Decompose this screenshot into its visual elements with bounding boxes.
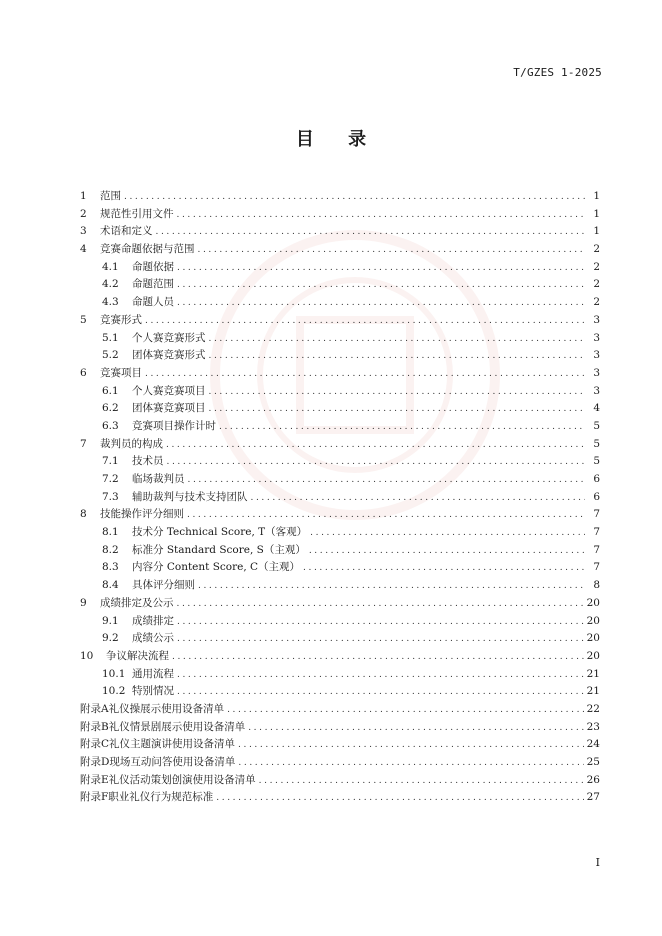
toc-entry-title: 通用流程 — [132, 667, 174, 680]
toc-entry-page: 21 — [586, 685, 600, 698]
toc-entry-title: 竞赛形式 — [100, 313, 142, 326]
toc-entry-title: 争议解决流程 — [106, 649, 169, 662]
toc-entry[interactable] — [80, 559, 600, 577]
toc-entry-title: 成绩排定 — [132, 614, 174, 627]
toc-entry-page: 20 — [586, 596, 600, 609]
toc-entry-title: 礼仪操展示使用设备清单 — [108, 702, 225, 715]
annex-prefix: 附 — [80, 756, 91, 768]
toc-entry-page: 8 — [593, 579, 600, 592]
toc-entry-page: 1 — [593, 225, 600, 238]
toc-entry-page: 3 — [593, 313, 600, 326]
toc-entry-number: 8.2 — [102, 543, 119, 556]
annex-word: 录 — [90, 773, 101, 786]
toc-entry-number: 6.1 — [102, 384, 119, 397]
dot-leader — [227, 705, 584, 715]
annex-prefix: 附 — [80, 738, 91, 751]
toc-entry[interactable] — [80, 365, 600, 383]
toc-entry[interactable] — [80, 683, 600, 701]
toc-annex-entry[interactable] — [80, 736, 600, 754]
annex-prefix: 附 — [80, 773, 91, 786]
toc-entry-number: 6 — [80, 366, 87, 379]
toc-entry[interactable] — [80, 400, 600, 418]
toc-entry[interactable] — [80, 595, 600, 613]
toc-entry-title: 临场裁判员 — [132, 473, 185, 485]
toc-entry[interactable] — [80, 542, 600, 560]
toc-entry-title: 礼仪活动策划创演使用设备清单 — [108, 773, 256, 786]
toc-entry[interactable] — [80, 312, 600, 330]
toc-entry-number: 9.2 — [102, 632, 119, 645]
annex-word: 录 — [90, 702, 101, 715]
annex-letter: E — [101, 773, 109, 786]
toc-entry[interactable] — [80, 206, 600, 224]
toc-entry-page: 27 — [586, 791, 600, 804]
toc-entry-title: 内容分 Content Score, C（主观） — [132, 561, 301, 574]
toc-entry-title: 成绩公示 — [132, 632, 174, 645]
toc-entry-page: 6 — [593, 473, 600, 485]
toc-entry-page: 22 — [586, 702, 600, 715]
annex-letter: C — [101, 738, 110, 751]
dot-leader — [172, 652, 584, 662]
toc-annex-entry[interactable] — [80, 754, 600, 772]
toc-entry[interactable] — [80, 259, 600, 277]
annex-letter: B — [101, 720, 109, 733]
toc-entry-title: 现场互动问答使用设备清单 — [109, 756, 236, 768]
toc-entry-number: 9.1 — [102, 614, 119, 627]
toc-entry[interactable] — [80, 630, 600, 648]
toc-entry-title: 裁判员的构成 — [100, 437, 163, 450]
toc-entry[interactable] — [80, 524, 600, 542]
toc-entry-number: 7.3 — [102, 490, 119, 503]
annex-letter: F — [101, 791, 109, 804]
toc-entry-title: 个人赛竞赛形式 — [132, 331, 206, 344]
toc-entry-page: 2 — [593, 260, 600, 273]
toc-entry-title: 成绩排定及公示 — [100, 596, 174, 609]
toc-entry-title: 标准分 Standard Score, S（主观） — [132, 543, 306, 556]
toc-annex-entry[interactable] — [80, 772, 600, 790]
toc-entry[interactable] — [80, 223, 600, 241]
dot-leader — [198, 581, 585, 591]
toc-entry[interactable] — [80, 330, 600, 348]
dot-leader — [177, 280, 585, 290]
toc-entry-title: 命题人员 — [132, 296, 174, 309]
toc-entry[interactable] — [80, 577, 600, 595]
annex-word: 录 — [90, 791, 101, 804]
toc-entry[interactable] — [80, 666, 600, 684]
toc-entry-title: 竞赛项目 — [100, 366, 142, 379]
dot-leader — [219, 422, 585, 432]
toc-entry-title: 技术分 Technical Score, T（客观） — [132, 526, 308, 539]
toc-entry-number: 7.1 — [102, 455, 119, 468]
table-of-contents — [80, 188, 600, 807]
toc-entry-page: 20 — [586, 614, 600, 627]
toc-entry-page: 1 — [593, 190, 600, 202]
toc-entry-title: 团体赛竞赛项目 — [132, 402, 206, 415]
toc-entry[interactable] — [80, 453, 600, 471]
dot-leader — [177, 298, 585, 308]
toc-entry-title: 竞赛命题依据与范围 — [100, 243, 195, 256]
dot-leader — [303, 563, 585, 573]
toc-entry-title: 命题范围 — [132, 278, 174, 291]
toc-entry-number: 7.2 — [102, 473, 119, 485]
toc-entry-page: 7 — [593, 526, 600, 539]
toc-entry[interactable] — [80, 489, 600, 507]
toc-entry[interactable] — [80, 294, 600, 312]
toc-entry-number: 10 — [80, 649, 94, 662]
dot-leader — [177, 210, 586, 220]
annex-prefix: 附 — [80, 720, 91, 733]
toc-entry-number: 5 — [80, 313, 87, 326]
toc-entry[interactable] — [80, 241, 600, 259]
toc-entry-title: 特别情况 — [132, 685, 174, 698]
toc-entry-number: 6.2 — [102, 402, 119, 415]
toc-entry-number: 7 — [80, 437, 87, 450]
annex-word: 录 — [90, 720, 101, 733]
toc-entry-page: 2 — [593, 296, 600, 309]
toc-entry-number: 4.1 — [102, 260, 119, 273]
toc-entry-page: 7 — [593, 508, 600, 521]
toc-entry[interactable] — [80, 347, 600, 365]
toc-entry-title: 具体评分细则 — [132, 579, 195, 592]
toc-entry-number: 4.2 — [102, 278, 119, 291]
toc-entry-number: 5.2 — [102, 349, 119, 362]
toc-entry-title: 技术员 — [132, 455, 164, 468]
toc-entry-number: 5.1 — [102, 331, 119, 344]
toc-entry-page: 3 — [593, 349, 600, 362]
toc-entry-page: 26 — [586, 773, 600, 786]
toc-entry-number: 4 — [80, 243, 87, 256]
toc-entry-number: 8.4 — [102, 579, 119, 592]
toc-entry-number: 10.1 — [102, 667, 126, 680]
toc-entry-page: 3 — [593, 331, 600, 344]
dot-leader — [238, 758, 583, 768]
page-number: I — [595, 856, 600, 869]
dot-leader — [177, 670, 584, 680]
dot-leader — [145, 316, 585, 326]
toc-entry-page: 2 — [593, 243, 600, 256]
toc-entry-number: 3 — [80, 225, 87, 238]
dot-leader — [248, 723, 583, 733]
page-title: 目 录 — [295, 129, 381, 150]
toc-entry-title: 团体赛竞赛形式 — [132, 349, 206, 362]
dot-leader — [145, 369, 585, 379]
dot-leader — [209, 404, 586, 414]
toc-entry[interactable] — [80, 613, 600, 631]
dot-leader — [209, 387, 586, 397]
annex-letter: A — [101, 702, 109, 715]
dot-leader — [167, 457, 586, 467]
toc-entry-title: 范围 — [100, 190, 121, 202]
toc-entry-number: 10.2 — [102, 685, 126, 698]
dot-leader — [216, 793, 583, 803]
toc-entry-title: 礼仪情景剧展示使用设备清单 — [108, 720, 246, 733]
toc-entry-title: 技能操作评分细则 — [100, 508, 184, 521]
toc-entry-page: 7 — [593, 561, 600, 574]
toc-entry-number: 6.3 — [102, 419, 119, 432]
toc-entry-number: 2 — [80, 207, 87, 220]
toc-entry[interactable] — [80, 383, 600, 401]
dot-leader — [166, 440, 585, 450]
toc-entry-page: 2 — [593, 278, 600, 291]
toc-entry-title: 个人赛竞赛项目 — [132, 384, 206, 397]
dot-leader — [188, 475, 586, 485]
annex-word: 录 — [90, 756, 101, 768]
toc-entry-page: 23 — [586, 720, 600, 733]
dot-leader — [209, 334, 586, 344]
toc-entry-number: 9 — [80, 596, 87, 609]
toc-entry-number: 8.1 — [102, 526, 119, 539]
toc-entry[interactable] — [80, 648, 600, 666]
toc-entry-title: 命题依据 — [132, 260, 174, 273]
toc-annex-entry[interactable] — [80, 701, 600, 719]
toc-entry-page: 3 — [593, 366, 600, 379]
dot-leader — [251, 493, 586, 503]
toc-entry-page: 4 — [593, 402, 600, 415]
toc-entry[interactable] — [80, 471, 600, 489]
dot-leader — [177, 687, 584, 697]
toc-entry-number: 8.3 — [102, 561, 119, 574]
dot-leader — [309, 546, 585, 556]
toc-entry[interactable] — [80, 276, 600, 294]
dot-leader — [238, 740, 584, 750]
toc-entry-page: 21 — [586, 667, 600, 680]
toc-entry-title: 礼仪主题演讲使用设备清单 — [109, 738, 236, 751]
dot-leader — [156, 227, 586, 237]
toc-entry[interactable] — [80, 418, 600, 436]
toc-entry[interactable] — [80, 188, 600, 206]
toc-entry-title: 竞赛项目操作计时 — [132, 419, 216, 432]
toc-entry-page: 25 — [586, 756, 600, 768]
dot-leader — [209, 351, 586, 361]
toc-entry-page: 5 — [593, 419, 600, 432]
dot-leader — [177, 617, 584, 627]
toc-entry-page: 7 — [593, 543, 600, 556]
toc-entry-title: 术语和定义 — [100, 225, 153, 238]
toc-entry-page: 1 — [593, 207, 600, 220]
dot-leader — [198, 245, 586, 255]
dot-leader — [310, 528, 585, 538]
toc-entry-page: 20 — [586, 632, 600, 645]
toc-annex-entry[interactable] — [80, 719, 600, 737]
toc-annex-entry[interactable] — [80, 789, 600, 807]
toc-entry-page: 3 — [593, 384, 600, 397]
toc-entry-title: 规范性引用文件 — [100, 207, 174, 220]
toc-entry-number: 8 — [80, 508, 87, 521]
toc-entry-title: 辅助裁判与技术支持团队 — [132, 490, 248, 503]
toc-entry-number: 4.3 — [102, 296, 119, 309]
annex-letter: D — [101, 756, 110, 768]
dot-leader — [124, 192, 585, 202]
annex-prefix: 附 — [80, 791, 91, 804]
dot-leader — [259, 776, 584, 786]
dot-leader — [177, 263, 585, 273]
annex-prefix: 附 — [80, 702, 91, 715]
toc-entry-title: 职业礼仪行为规范标准 — [108, 791, 214, 804]
toc-entry-page: 20 — [586, 649, 600, 662]
toc-entry-page: 5 — [593, 437, 600, 450]
dot-leader — [177, 634, 584, 644]
annex-word: 录 — [90, 738, 101, 751]
toc-entry-page: 5 — [593, 455, 600, 468]
toc-entry[interactable] — [80, 506, 600, 524]
toc-entry[interactable] — [80, 436, 600, 454]
toc-entry-page: 24 — [586, 738, 600, 751]
toc-entry-number: 1 — [80, 190, 87, 202]
toc-entry-page: 6 — [593, 490, 600, 503]
dot-leader — [187, 510, 585, 520]
standard-code: T/GZES 1-2025 — [513, 66, 602, 79]
dot-leader — [177, 599, 584, 609]
